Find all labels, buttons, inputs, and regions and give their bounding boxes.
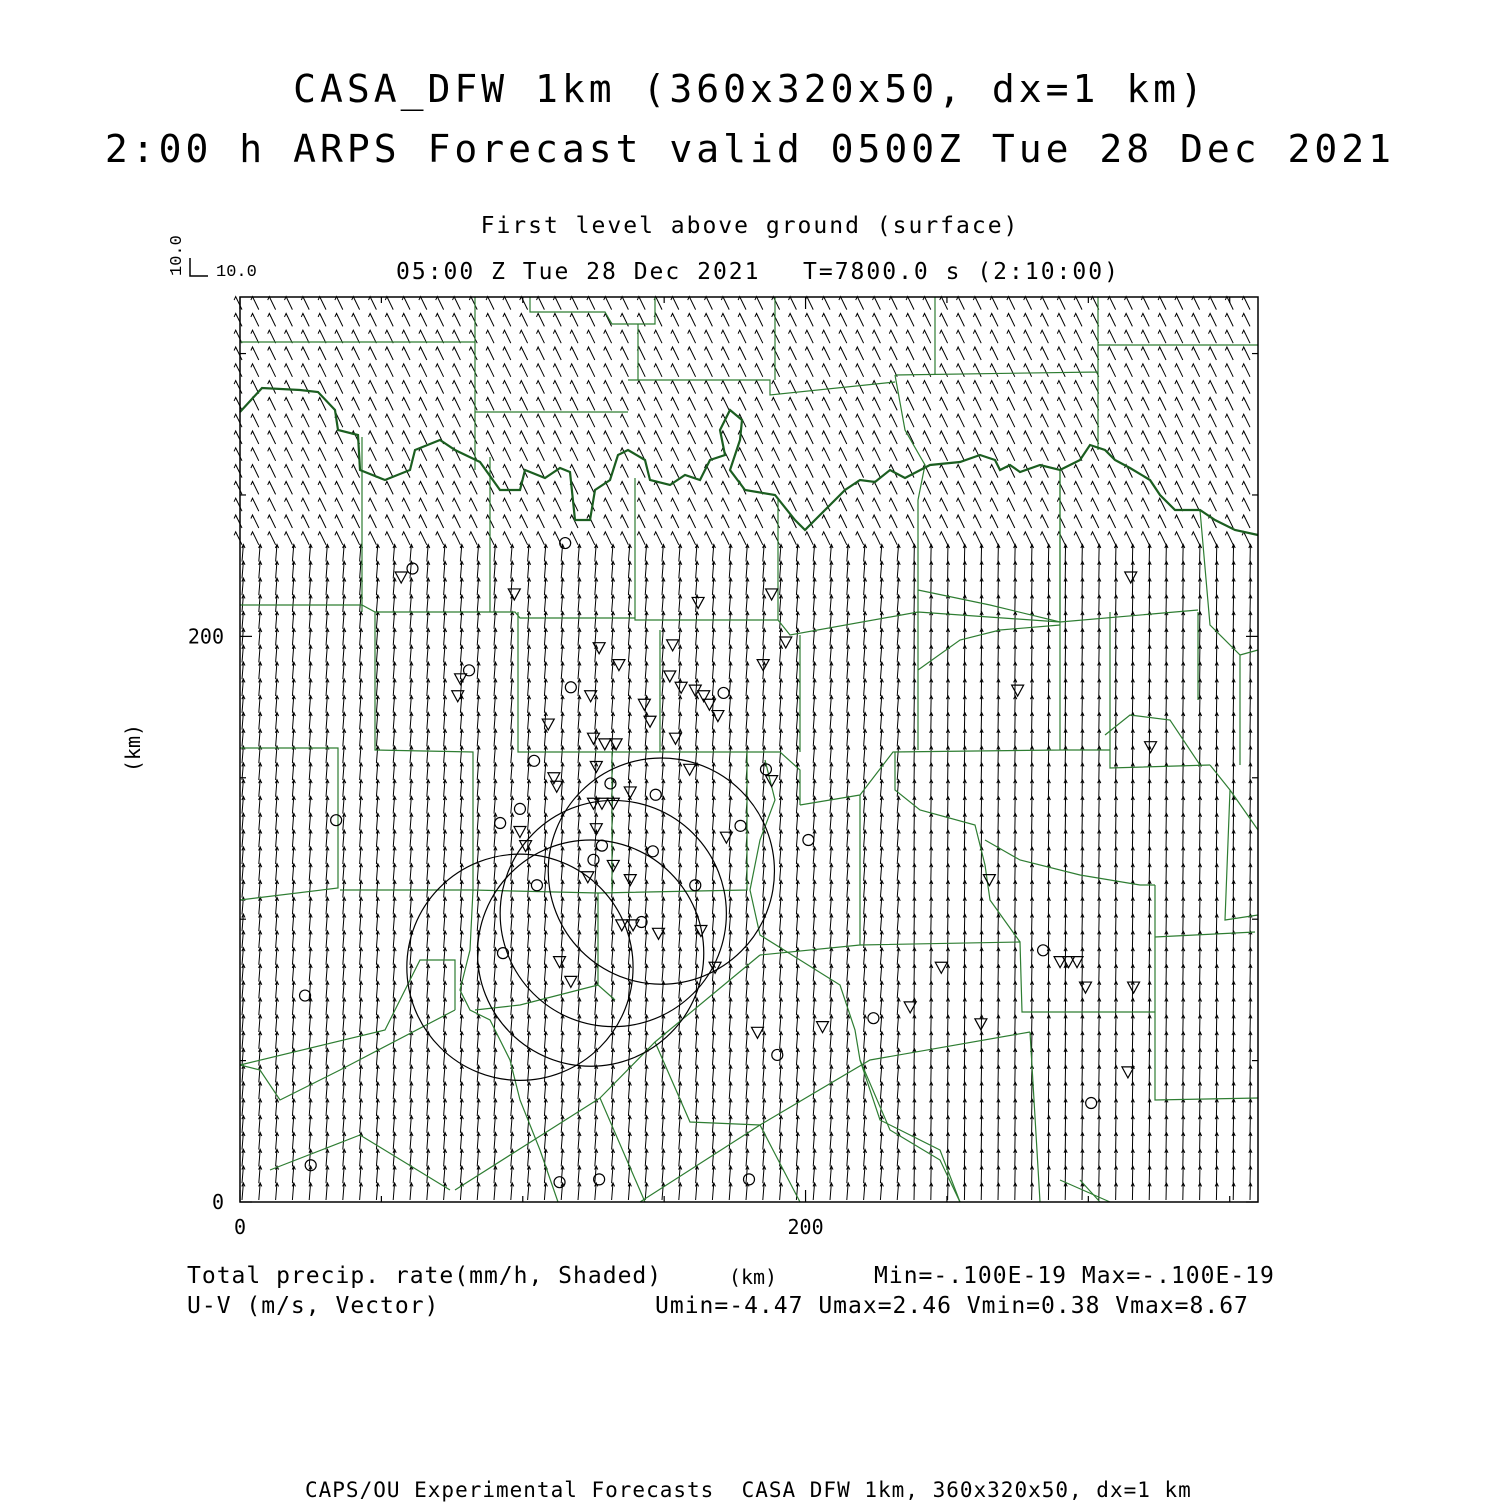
station-circle [588,854,599,865]
station-circle [495,818,506,829]
field-description-vector: U-V (m/s, Vector) [187,1293,440,1319]
station-circle [744,1174,755,1185]
y-tick-label: 200 [187,624,224,649]
valid-time-label: 05:00 Z Tue 28 Dec 2021 [396,259,761,285]
station-triangle [565,976,577,987]
station-triangle [1063,957,1075,968]
station-triangle [587,733,599,744]
plot-frame [121,297,1258,1289]
credit-line: CAPS/OU Experimental Forecasts CASA DFW 1km, 360x320x50, dx=1 km [305,1478,1192,1502]
station-circle [596,840,607,851]
station-triangle [817,1022,829,1033]
x-tick-label: 200 [787,1215,824,1239]
county-lines-irregular [460,375,1258,1202]
reference-u-label: 10.0 [216,263,257,282]
station-circle [772,1049,783,1060]
station-circle [803,835,814,846]
y-tick-label: 0 [211,1190,224,1214]
station-triangle [624,875,636,886]
station-triangle [667,640,679,651]
title-line-2: 2:00 h ARPS Forecast valid 0500Z Tue 28 Dec 2021 [104,127,1396,171]
min-max-stats: Min=-.100E-19 Max=-.100E-19 [874,1263,1275,1289]
station-triangle [1054,957,1066,968]
station-circle [554,1177,565,1188]
station-circle [1038,945,1049,956]
station-circle [331,815,342,826]
station-triangle [983,875,995,886]
station-circle [560,538,571,549]
axis-tick-labels [188,624,824,1239]
station-triangle [548,773,560,784]
wind-vectors [234,297,1252,1200]
station-triangle [514,827,526,838]
reference-vector-arrow [190,258,208,276]
station-circle [1086,1098,1097,1109]
reference-vector-key [168,235,257,282]
field-description-precip: Total precip. rate(mm/h, Shaded) [187,1263,663,1289]
title-line-1: CASA_DFW 1km (360x320x50, dx=1 km) [293,67,1207,111]
station-circle [735,820,746,831]
station-triangle [766,589,778,600]
station-triangle [675,682,687,693]
station-circle [605,778,616,789]
subtitle: First level above ground (surface) [480,213,1020,239]
station-triangle [395,572,407,583]
y-axis-label: (km) [121,723,145,773]
wind-vector-arrows [234,297,1252,1200]
station-triangle [599,739,611,750]
radar-ring [548,758,774,984]
radar-ring [407,854,633,1080]
station-triangle [664,671,676,682]
station-circle [565,682,576,693]
station-triangle [1012,685,1024,696]
station-circle [690,880,701,891]
station-triangle [684,764,696,775]
station-circle [868,1013,879,1024]
station-circle [514,803,525,814]
station-triangle [692,597,704,608]
station-circle [650,789,661,800]
station-circle [300,990,311,1001]
reference-v-label: 10.0 [168,235,187,276]
station-triangle [751,1027,763,1038]
station-triangle [638,699,650,710]
station-circle [647,846,658,857]
station-triangle [1125,572,1137,583]
x-axis-label: (km) [728,1265,778,1289]
station-triangle [508,589,520,600]
station-circle [531,880,542,891]
station-triangle [935,962,947,973]
uv-stats: Umin=-4.47 Umax=2.46 Vmin=0.38 Vmax=8.67 [655,1293,1249,1319]
x-tick-label: 0 [233,1215,247,1239]
station-circle [529,755,540,766]
station-circle [718,687,729,698]
time-step-label: T=7800.0 s (2:10:00) [803,259,1120,285]
